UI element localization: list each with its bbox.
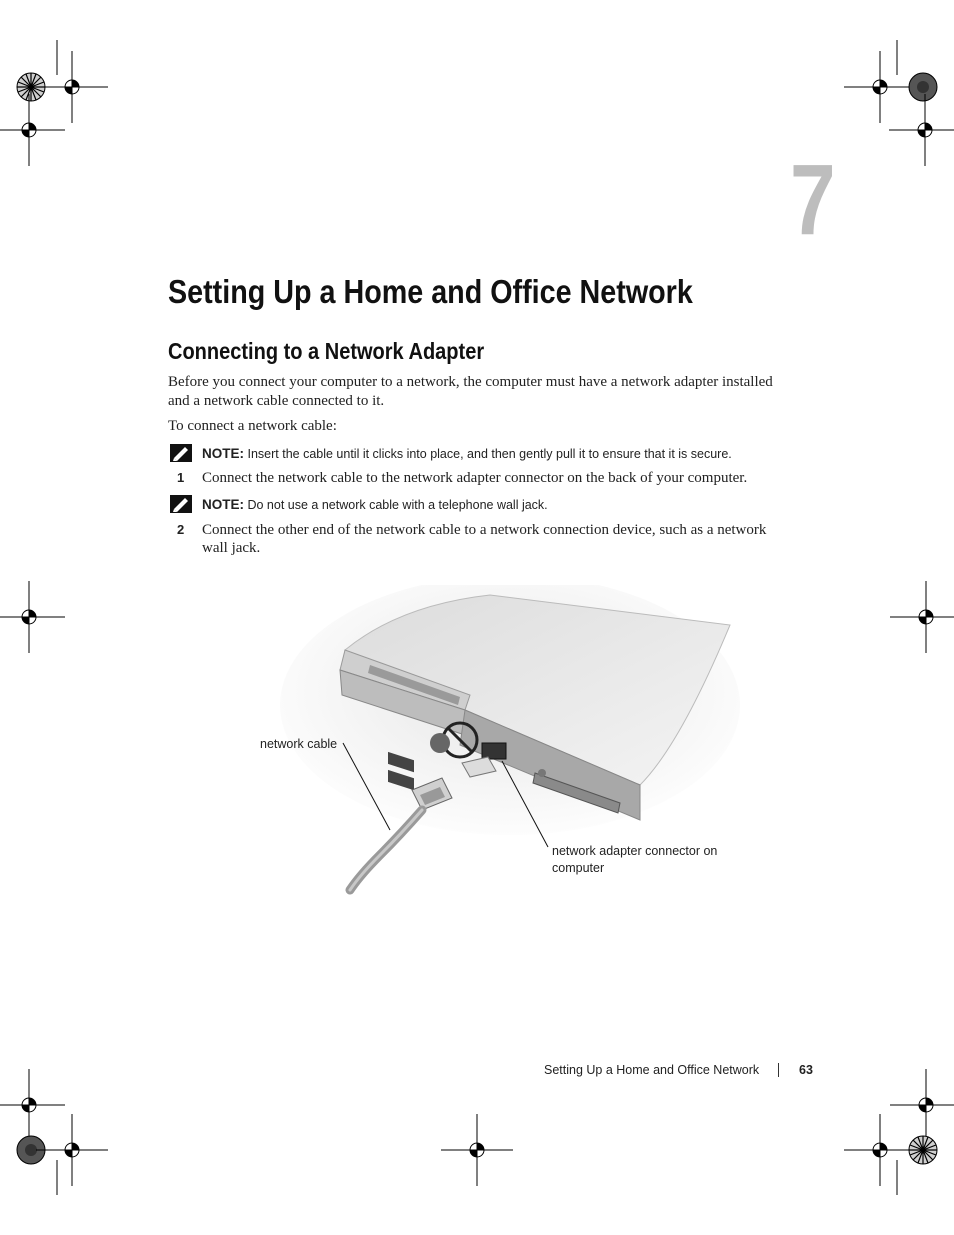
callout-network-cable: network cable <box>260 737 338 751</box>
footer-separator <box>778 1063 779 1077</box>
note-2 <box>170 495 790 513</box>
note-pencil-icon <box>170 495 192 513</box>
note-label: NOTE: <box>202 446 244 461</box>
note-text: Do not use a network cable with a telephone wall jack. <box>247 498 548 512</box>
intro-paragraph: Before you connect your computer to a network, the computer must have a network adapter installed and a network cable connected to it. <box>168 374 773 409</box>
note-pencil-icon <box>170 444 192 462</box>
callout-network-adapter-connector <box>552 843 722 877</box>
step-number: 1 <box>177 470 185 485</box>
step-text: Connect the other end of the network cable to a network connection device, such as a network wall jack. <box>202 522 767 556</box>
footer-section-title: Setting Up a Home and Office Network <box>544 1063 760 1077</box>
step-number: 2 <box>177 522 185 537</box>
step-text: Connect the network cable to the network adapter connector on the back of your computer. <box>202 470 748 486</box>
chapter-number: 7 <box>790 144 836 256</box>
callout-adapter-text: network adapter connector on computer <box>552 844 718 875</box>
lead-in-paragraph: To connect a network cable: <box>168 418 337 434</box>
note-label: NOTE: <box>202 497 244 512</box>
footer-page-number: 63 <box>799 1063 813 1077</box>
section-title: Connecting to a Network Adapter <box>168 338 485 364</box>
note-1 <box>170 444 790 462</box>
chapter-title: Setting Up a Home and Office Network <box>168 273 693 310</box>
note-text: Insert the cable until it clicks into place, and then gently pull it to ensure that it is secure. <box>247 447 732 461</box>
